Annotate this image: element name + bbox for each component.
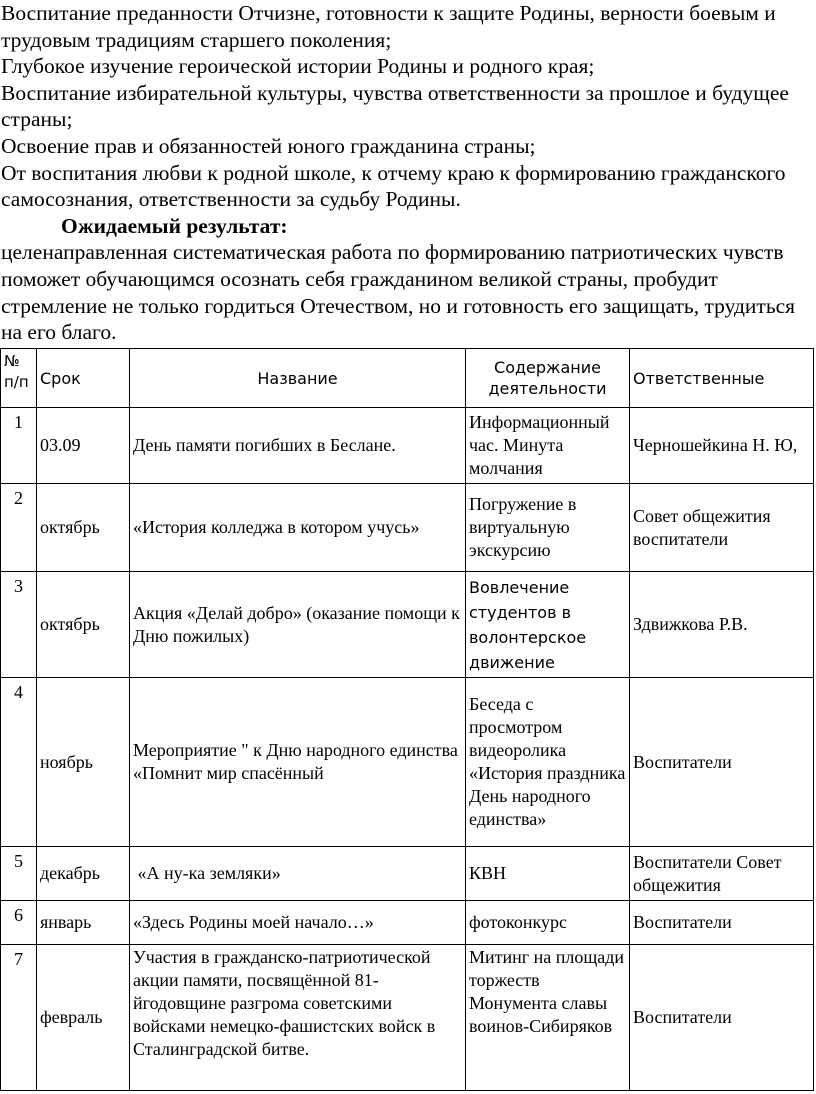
row-date: октябрь <box>37 484 130 572</box>
row-title: Мероприятие " к Дню народного единства «Помнит мир спасённый <box>130 678 466 847</box>
row-title: Акция «Делай добро» (оказание помощи к Дню пожилых) <box>130 572 466 678</box>
row-responsible: Черношейкина Н. Ю, <box>630 408 814 484</box>
row-responsible: Здвижкова Р.В. <box>630 572 814 678</box>
row-num: 6 <box>1 901 37 945</box>
row-content: Информационный час. Минута молчания <box>466 408 630 484</box>
row-date: 03.09 <box>37 408 130 484</box>
row-date: ноябрь <box>37 678 130 847</box>
row-responsible: Воспитатели <box>630 945 814 1091</box>
row-num: 5 <box>1 847 37 901</box>
table-row <box>1 572 814 678</box>
intro-text <box>1 0 813 346</box>
result-heading: Ожидаемый результат: <box>61 213 288 238</box>
row-date: декабрь <box>37 847 130 901</box>
row-date: январь <box>37 901 130 945</box>
row-title: «А ну-ка земляки» <box>130 847 466 901</box>
header-content: Содержание деятельности <box>466 349 630 408</box>
table-row <box>1 945 814 1091</box>
row-content: Митинг на площади торжеств Монумента славы воинов-Сибиряков <box>466 945 630 1091</box>
header-date: Срок <box>37 349 130 408</box>
row-responsible: Воспитатели Совет общежития <box>630 847 814 901</box>
table-header-row <box>1 349 814 408</box>
goal-line: Воспитание преданности Отчизне, готовности к защите Родины, верности боевым и трудовым традициям старшего поколения; <box>1 1 776 52</box>
row-num: 3 <box>1 572 37 678</box>
row-title: День памяти погибших в Беслане. <box>130 408 466 484</box>
row-content: Беседа с просмотром видеоролика «История праздника День народного единства» <box>466 678 630 847</box>
row-content: КВН <box>466 847 630 901</box>
header-num: № п/п <box>1 349 37 408</box>
row-responsible: Воспитатели <box>630 901 814 945</box>
goal-line: Воспитание избирательной культуры, чувства ответственности за прошлое и будущее страны; <box>1 80 789 132</box>
goal-line: От воспитания любви к родной школе, к отчему краю к формированию гражданского самосознания, ответственности за судьбу Родины. <box>1 160 786 212</box>
row-num: 1 <box>1 408 37 484</box>
row-num: 7 <box>1 945 37 1091</box>
table-row <box>1 901 814 945</box>
row-date: февраль <box>37 945 130 1091</box>
row-content: Погружение в виртуальную экскурсию <box>466 484 630 572</box>
table-row <box>1 408 814 484</box>
table-row <box>1 484 814 572</box>
row-content: фотоконкурс <box>466 901 630 945</box>
row-num: 4 <box>1 678 37 847</box>
goal-line: Глубокое изучение героической истории Родины и родного края; <box>1 54 595 79</box>
row-title: «История колледжа в котором учусь» <box>130 484 466 572</box>
header-title: Название <box>130 349 466 408</box>
header-responsible: Ответственные <box>630 349 814 408</box>
events-table <box>0 348 814 1091</box>
row-date: октябрь <box>37 572 130 678</box>
row-responsible: Воспитатели <box>630 678 814 847</box>
row-title: Участия в гражданско-патриотической акции памяти, посвящённой 81-йгодовщине разгрома советскими войсками немецко-фашистских войск в Сталинградской битве. <box>130 945 466 1091</box>
result-text: целенаправленная систематическая работа по формированию патриотических чувств поможет обучающимся осознать себя гражданином великой страны, пробудит стремление не только гордиться Отечеством, но и готовность его защищать, трудиться на его благо. <box>1 240 796 345</box>
table-row <box>1 678 814 847</box>
row-content: Вовлечение студентов в волонтерское движение <box>466 572 630 678</box>
table-row <box>1 847 814 901</box>
row-num: 2 <box>1 484 37 572</box>
row-responsible: Совет общежития воспитатели <box>630 484 814 572</box>
row-title: «Здесь Родины моей начало…» <box>130 901 466 945</box>
goal-line: Освоение прав и обязанностей юного гражданина страны; <box>1 133 536 158</box>
